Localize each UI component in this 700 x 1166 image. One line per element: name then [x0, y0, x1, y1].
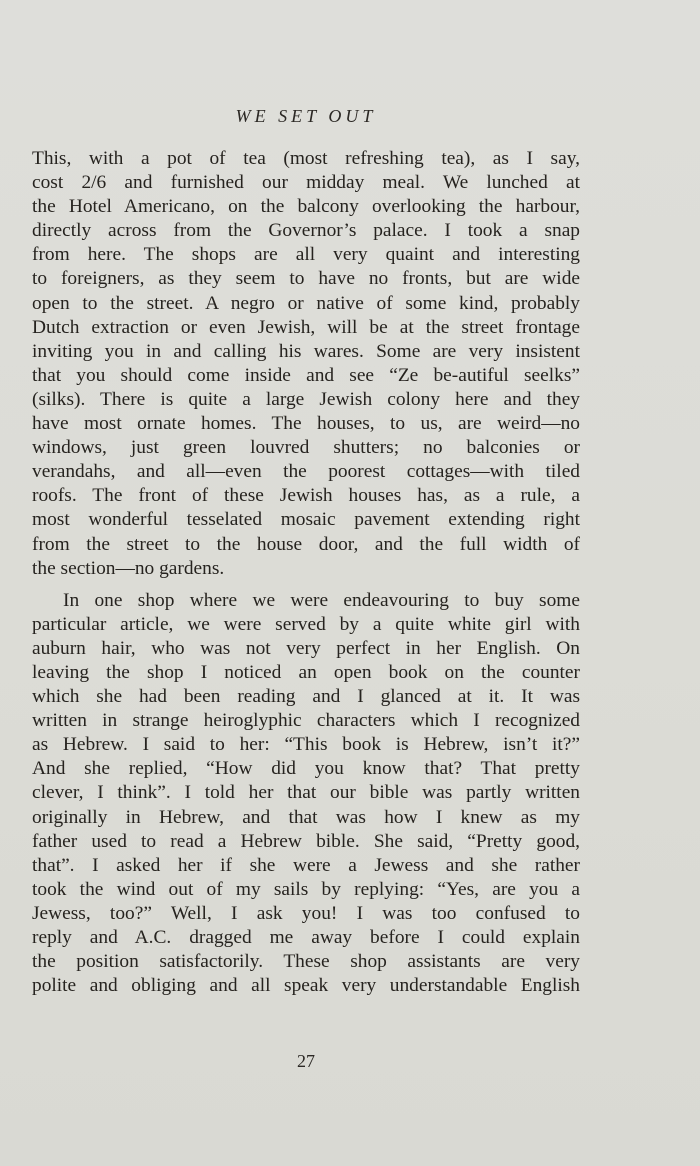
text-line: verandahs, and all—even the poorest cottages—with tiled	[32, 461, 580, 483]
text-line: father used to read a Hebrew bible. She said, “Pretty good,	[32, 830, 580, 852]
text-line: have most ornate homes. The houses, to us, are weird—no	[32, 413, 580, 435]
text-line: written in strange heiroglyphic characters which I recognized	[32, 710, 580, 732]
text-line: to foreigners, as they seem to have no fronts, but are wide	[32, 268, 580, 290]
text-line: from the street to the house door, and the full width of	[32, 533, 580, 555]
text-line: that”. I asked her if she were a Jewess and she rather	[32, 854, 580, 876]
text-line: roofs. The front of these Jewish houses has, as a rule, a	[32, 485, 580, 507]
running-head: WE SET OUT	[235, 106, 377, 126]
text-line: particular article, we were served by a quite white girl with	[32, 613, 580, 635]
body-text	[32, 147, 580, 998]
text-line: And she replied, “How did you know that? That pretty	[32, 758, 580, 780]
text-line: originally in Hebrew, and that was how I knew as my	[32, 806, 580, 828]
text-line: auburn hair, who was not very perfect in her English. On	[32, 637, 580, 659]
text-line: cost 2/6 and furnished our midday meal. We lunched at	[32, 172, 580, 194]
text-line: open to the street. A negro or native of some kind, probably	[32, 292, 580, 314]
text-line: that you should come inside and see “Ze be-autiful seelks”	[32, 364, 580, 386]
text-line: windows, just green louvred shutters; no balconies or	[32, 437, 580, 459]
text-line: Dutch extraction or even Jewish, will be at the street frontage	[32, 316, 580, 338]
text-line: In one shop where we were endeavouring to buy some	[63, 589, 580, 611]
text-line: the Hotel Americano, on the balcony overlooking the harbour,	[32, 196, 580, 218]
text-line: leaving the shop I noticed an open book on the counter	[32, 661, 580, 683]
text-line: (silks). There is quite a large Jewish colony here and they	[32, 388, 580, 410]
text-line: the section—no gardens.	[32, 557, 225, 579]
page-number: 27	[297, 1051, 315, 1071]
paragraph-1	[32, 147, 580, 581]
text-line: most wonderful tesselated mosaic pavement extending right	[32, 509, 580, 531]
text-line: took the wind out of my sails by replying: “Yes, are you a	[32, 878, 580, 900]
text-line: Jewess, too?” Well, I ask you! I was too confused to	[32, 902, 580, 924]
text-line: inviting you in and calling his wares. Some are very insistent	[32, 340, 580, 362]
text-line: from here. The shops are all very quaint and interesting	[32, 244, 580, 266]
paragraph-2	[32, 589, 580, 999]
text-line: as Hebrew. I said to her: “This book is Hebrew, isn’t it?”	[32, 734, 580, 756]
text-line: polite and obliging and all speak very understandable English	[32, 975, 580, 997]
text-line: which she had been reading and I glanced at it. It was	[32, 686, 580, 708]
text-line: This, with a pot of tea (most refreshing tea), as I say,	[32, 148, 580, 169]
text-line: reply and A.C. dragged me away before I could explain	[32, 927, 580, 948]
text-line: directly across from the Governor’s palace. I took a snap	[32, 220, 580, 242]
text-line: the position satisfactorily. These shop assistants are very	[32, 951, 580, 973]
text-line: clever, I think”. I told her that our bible was partly written	[32, 782, 580, 804]
